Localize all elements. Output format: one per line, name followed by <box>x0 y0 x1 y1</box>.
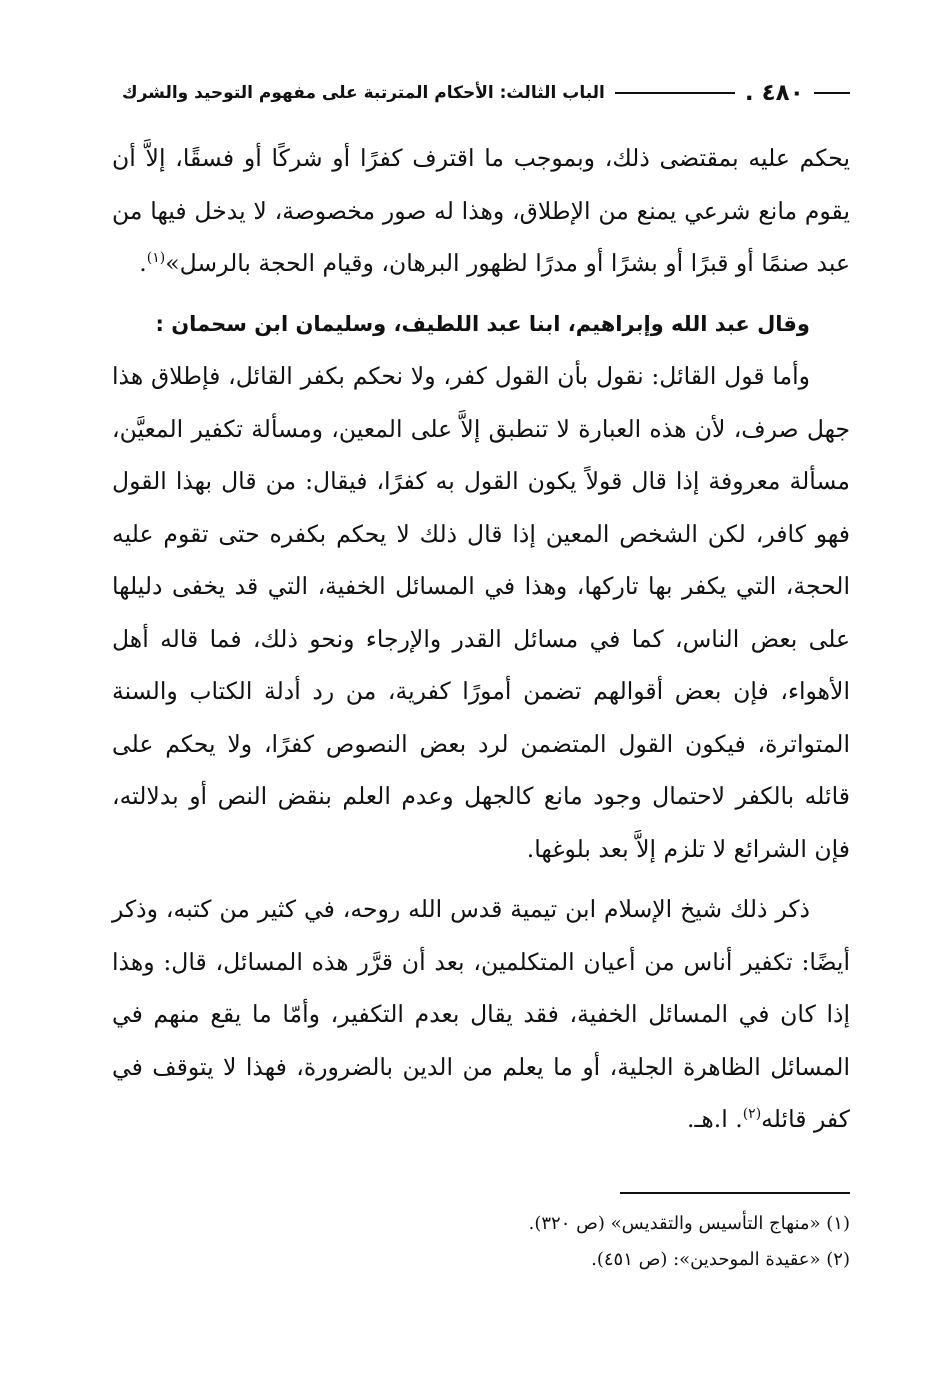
paragraph-text: ذكر ذلك شيخ الإسلام ابن تيمية قدس الله روحه، في كثير من كتبه، وذكر أيضًا: تكفير أناس من أعيان المتكلمين، بعد أن قرَّر هذه المسائل، قال: وهذا إذا كان في المسائل الخفية، فقد يقال بعدم التكفير، وأمّا ما يقع منهم في المسائل الظاهرة الجلية، أو ما يعلم من الدين بالضرورة، فهذا لا يتوقف في كفر قائله <box>112 895 850 1133</box>
footnote-1: (١) «منهاج التأسيس والتقديس» (ص ٣٢٠). <box>528 1213 850 1234</box>
header-rule <box>615 92 735 94</box>
footnote-ref: (١) <box>146 250 166 267</box>
paragraph-text: يحكم عليه بمقتضى ذلك، وبموجب ما اقترف كفرًا أو شركًا أو فسقًا، إلاَّ أن يقوم مانع شرعي يمنع من الإطلاق، وهذا له صور مخصوصة، لا يدخل فيها من عبد صنمًا أو قبرًا أو بشرًا أو مدرًا لظهور البرهان، وقيام الحجة بالرسل» <box>112 144 850 277</box>
paragraph: وأما قول القائل: نقول بأن القول كفر، ولا نحكم بكفر القائل، فإطلاق هذا جهل صرف، لأن هذه العبارة لا تنطبق إلاَّ على المعين، ومسألة تكفير المعيَّن، مسألة معروفة إذا قال قولاً يكون القول به كفرًا، فيقال: من قال بهذا القول فهو كافر، لكن الشخص المعين إذا قال ذلك لا يحكم بكفره حتى تقوم عليه الحجة، التي يكفر بها تاركها، وهذا في المسائل الخفية، التي قد يخفى دليلها على بعض الناس، كما في مسائل القدر والإرجاء ونحو ذلك، فما قاله أهل الأهواء، فإن بعض أقوالهم تضمن أمورًا كفرية، من رد أدلة الكتاب والسنة المتواترة، فيكون القول المتضمن لرد بعض النصوص كفرًا، ولا يحكم على قائله بالكفر لاحتمال وجود مانع كالجهل وعدم العلم بنقض النص أو بدلالته، فإن الشرائع لا تلزم إلاَّ بعد بلوغها. <box>112 362 850 863</box>
page-number: ٤٨٠ . <box>744 80 804 106</box>
paragraph-tail: . ا.هـ. <box>687 1105 743 1133</box>
paragraph-ibn-taymiyya <box>112 883 850 1146</box>
footnote-2: (٢) «عقيدة الموحدين»: (ص ٤٥١). <box>591 1249 850 1270</box>
paragraph-tail: . <box>139 249 147 277</box>
footnote-separator <box>620 1192 850 1194</box>
footnote-ref: (٢) <box>742 1106 762 1123</box>
footnotes <box>112 1206 850 1278</box>
paragraph-quote-end <box>112 132 850 290</box>
body-text <box>112 132 850 1146</box>
running-header <box>112 78 850 108</box>
header-rule-short <box>814 92 850 94</box>
chapter-title: الباب الثالث: الأحكام المترتبة على مفهوم التوحيد والشرك <box>122 83 605 103</box>
section-heading: وقال عبد الله وإبراهيم، ابنا عبد اللطيف، وسليمان ابن سحمان : <box>155 311 810 336</box>
